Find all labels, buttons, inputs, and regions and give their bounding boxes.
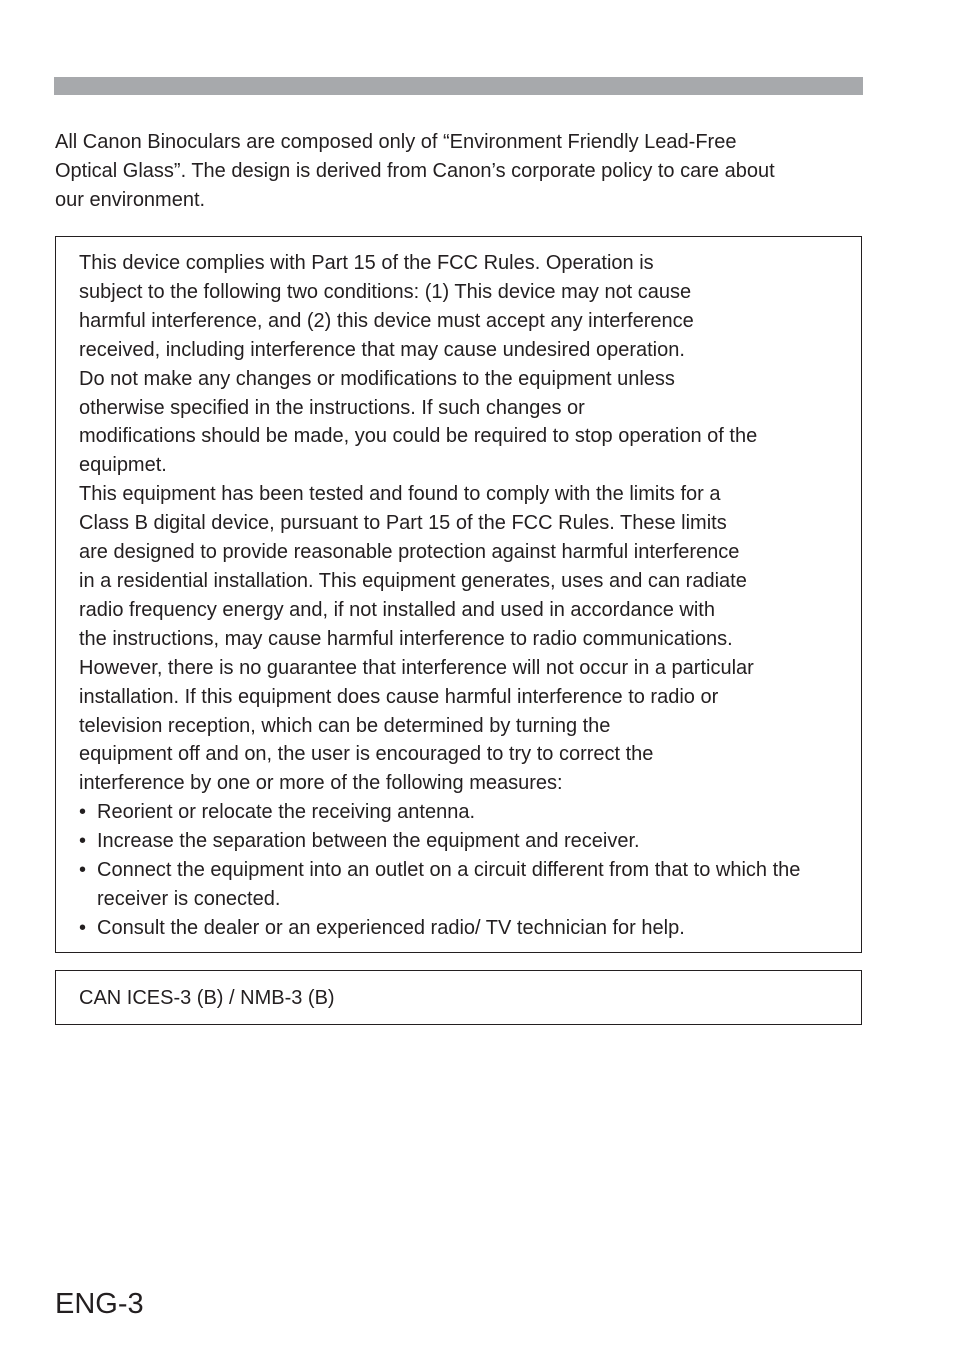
intro-line: Optical Glass”. The design is derived from Canon’s corporate policy to care about — [55, 160, 775, 182]
fcc-line: equipment off and on, the user is encouraged to try to correct the — [79, 743, 654, 766]
list-item — [79, 856, 859, 914]
fcc-line: otherwise specified in the instructions. If such changes or — [79, 396, 585, 419]
fcc-line: received, including interference that may cause undesired operation. — [79, 338, 685, 361]
fcc-line: However, there is no guarantee that interference will not occur in a particular — [79, 656, 754, 679]
fcc-line: This device complies with Part 15 of the FCC Rules. Operation is — [79, 252, 654, 274]
measure-text: Consult the dealer or an experienced radio/ TV technician for help. — [97, 916, 685, 939]
fcc-line: installation. If this equipment does cause harmful interference to radio or — [79, 685, 719, 708]
fcc-line: the instructions, may cause harmful interference to radio communications. — [79, 627, 733, 650]
measure-text: Increase the separation between the equipment and receiver. — [97, 830, 640, 853]
fcc-statement-box — [55, 236, 862, 953]
ices-compliance-text: CAN ICES-3 (B) / NMB-3 (B) — [79, 987, 335, 1009]
header-bar — [54, 77, 863, 95]
list-item — [79, 798, 859, 827]
fcc-statement-text — [79, 249, 859, 943]
intro-line: our environment. — [55, 189, 206, 211]
fcc-line: modifications should be made, you could be required to stop operation of the — [79, 425, 758, 448]
bullet-icon: • — [79, 801, 87, 824]
fcc-line: equipmet. — [79, 454, 167, 477]
ices-compliance-box — [55, 970, 862, 1025]
fcc-line: interference by one or more of the following measures: — [79, 772, 563, 795]
intro-line: All Canon Binoculars are composed only of “Environment Friendly Lead-Free — [55, 131, 737, 153]
fcc-line: are designed to provide reasonable protection against harmful interference — [79, 541, 740, 564]
bullet-icon: • — [79, 859, 87, 882]
list-item — [79, 827, 859, 856]
fcc-line: in a residential installation. This equipment generates, uses and can radiate — [79, 569, 747, 592]
list-item — [79, 914, 859, 943]
measure-text: Connect the equipment into an outlet on a circuit different from that to which the receiver is conected. — [97, 859, 801, 910]
bullet-icon: • — [79, 916, 87, 939]
bullet-icon: • — [79, 830, 87, 853]
fcc-line: radio frequency energy and, if not installed and used in accordance with — [79, 598, 715, 621]
fcc-line: Do not make any changes or modifications to the equipment unless — [79, 367, 675, 390]
page-number: ENG-3 — [55, 1288, 144, 1320]
fcc-line: subject to the following two conditions: (1) This device may not cause — [79, 280, 692, 303]
fcc-line: Class B digital device, pursuant to Part 15 of the FCC Rules. These limits — [79, 512, 727, 535]
measures-list — [79, 798, 859, 943]
fcc-line: harmful interference, and (2) this device must accept any interference — [79, 309, 694, 332]
fcc-line: This equipment has been tested and found to comply with the limits for a — [79, 483, 721, 506]
intro-paragraph — [55, 128, 870, 215]
fcc-line: television reception, which can be determined by turning the — [79, 714, 611, 737]
measure-text: Reorient or relocate the receiving antenna. — [97, 801, 476, 824]
